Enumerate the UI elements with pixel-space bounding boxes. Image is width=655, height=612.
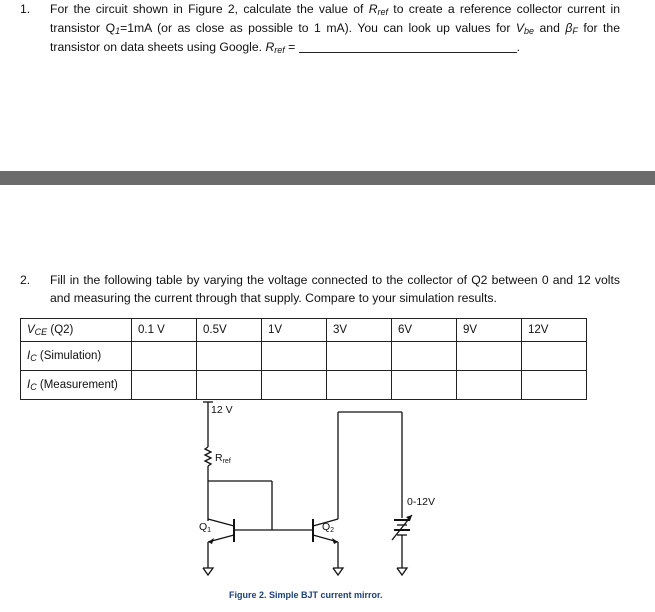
column-header: 3V — [327, 319, 392, 342]
vbe-symbol: V — [515, 21, 525, 35]
measurement-label-text: (Measurement) — [36, 379, 118, 391]
beta-symbol: β — [565, 21, 573, 35]
q1-text-part: . — [516, 40, 521, 54]
ground-icon — [203, 568, 213, 575]
q2-label-main: Q — [322, 521, 331, 533]
column-header: 6V — [392, 319, 457, 342]
rref-symbol: R — [368, 2, 378, 16]
supply-label: 12 V — [211, 404, 233, 416]
q1-subscript: 1 — [115, 26, 121, 36]
resistor-icon — [205, 447, 211, 466]
beta-subscript: F — [572, 26, 578, 36]
ic-symbol: I — [27, 379, 31, 391]
source-label: 0-12V — [407, 496, 436, 508]
q1-text-part: to create a reference collector current in transistor Q — [50, 2, 620, 35]
q1-collector — [208, 519, 234, 526]
rref-label — [215, 452, 231, 465]
vce-header-text: (Q2) — [47, 324, 74, 336]
figure-caption: Figure 2. Simple BJT current mirror. — [229, 590, 383, 600]
q2-label — [322, 521, 334, 534]
ground-icon — [397, 568, 407, 575]
column-header: 1V — [262, 319, 327, 342]
column-header: 9V — [457, 319, 522, 342]
equals-sign: = — [284, 40, 299, 54]
ic-symbol: I — [27, 350, 31, 362]
question-1-number: 1. — [20, 2, 31, 16]
ic-subscript: C — [30, 382, 37, 392]
ground-icon — [333, 568, 343, 575]
q1-label-sub: 1 — [207, 527, 212, 534]
q1-text-part: For the circuit shown in Figure 2, calculate the value of — [50, 2, 369, 16]
rref-label-main: R — [215, 452, 223, 464]
question-2-text: Fill in the following table by varying the voltage connected to the collector of Q2 between 0 and 12 volts and measuring the current through that supply. Compare to your simulation results. — [50, 273, 620, 305]
q1-text-part: and — [534, 21, 566, 35]
rref-subscript: ref — [377, 7, 389, 17]
column-header: 12V — [522, 319, 587, 342]
q1-label-main: Q — [199, 521, 208, 533]
q1-text-part: =1mA (or as close as possible to 1 mA). You can look up values for — [120, 21, 516, 35]
vce-subscript: CE — [34, 327, 48, 337]
vce-symbol: V — [27, 324, 35, 336]
rref-label-sub: ref — [222, 458, 231, 465]
answer-label: R — [265, 40, 275, 54]
column-header: 0.1 V — [132, 319, 197, 342]
ic-subscript: C — [30, 353, 37, 363]
q1-text-part: for the transistor on data sheets using Google. — [50, 21, 620, 54]
simulation-label-text: (Simulation) — [36, 350, 102, 362]
column-header: 0.5V — [197, 319, 262, 342]
vbe-subscript: be — [524, 26, 535, 36]
q1-label — [199, 521, 211, 534]
answer-label-subscript: ref — [274, 45, 285, 55]
q2-label-sub: 2 — [330, 527, 335, 534]
question-2-number: 2. — [20, 273, 31, 287]
